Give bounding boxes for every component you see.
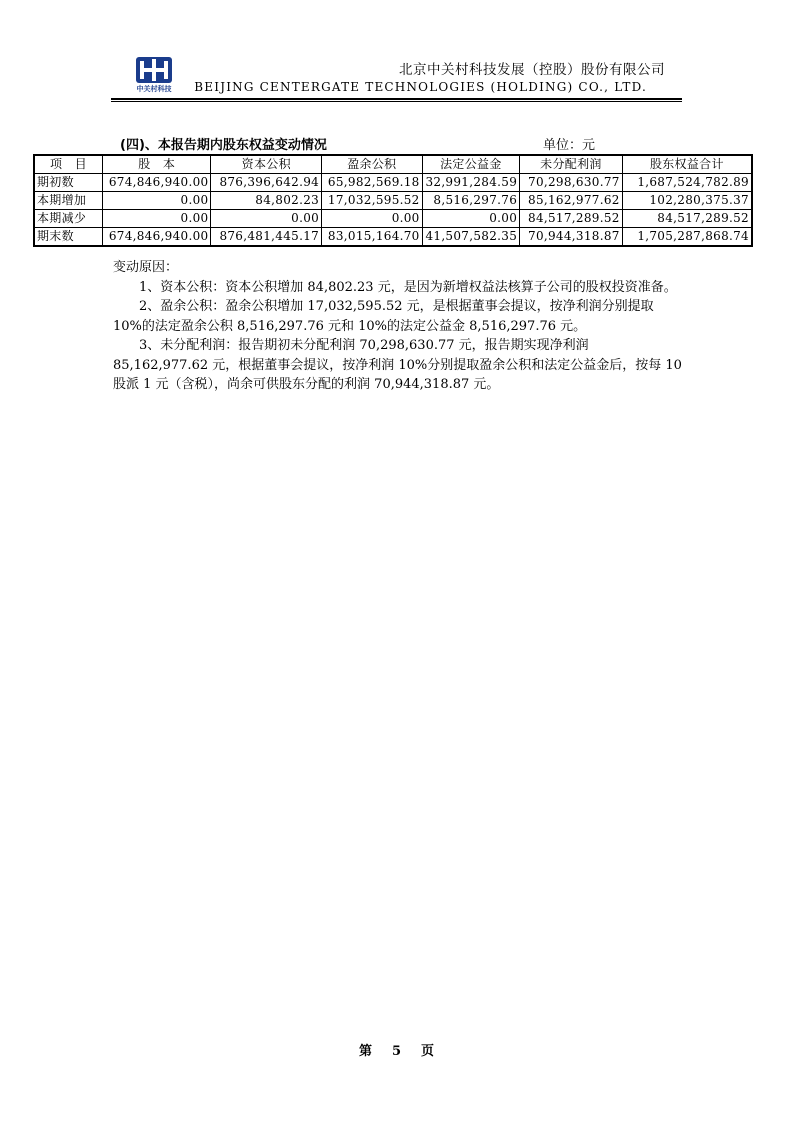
table-cell: 674,846,940.00	[102, 174, 211, 192]
table-row	[34, 210, 752, 228]
table-cell: 32,991,284.59	[422, 174, 520, 192]
table-cell: 674,846,940.00	[102, 228, 211, 247]
equity-changes-table	[33, 154, 753, 247]
table-cell: 1,705,287,868.74	[622, 228, 752, 247]
table-cell: 0.00	[211, 210, 322, 228]
table-cell: 876,396,642.94	[211, 174, 322, 192]
table-cell: 0.00	[422, 210, 520, 228]
page-prefix: 第	[358, 1044, 372, 1059]
table-header-cell: 股 本	[102, 155, 211, 174]
table-cell: 84,517,289.52	[622, 210, 752, 228]
unit-label: 单位：元	[543, 138, 596, 153]
table-cell: 41,507,582.35	[422, 228, 520, 247]
note-surplus-reserve: 2、盈余公积：盈余公积增加 17,032,595.52 元，是根据董事会提议，按净利润分别提取 10%的法定盈余公积 8,516,297.76 元和 10%的法定公益金 8,516,297.76 元。	[113, 299, 654, 334]
table-cell: 0.00	[102, 192, 211, 210]
row-label: 本期增加	[34, 192, 102, 210]
section-title: (四)、本报告期内股东权益变动情况	[120, 138, 327, 153]
table-row	[34, 192, 752, 210]
table-row	[34, 174, 752, 192]
table-cell: 876,481,445.17	[211, 228, 322, 247]
row-label: 本期减少	[34, 210, 102, 228]
page-number: 5	[391, 1044, 402, 1059]
table-header-cell: 资本公积	[211, 155, 322, 174]
table-header-row	[34, 155, 752, 174]
logo-text: 中关村科技	[136, 85, 172, 93]
table-cell: 0.00	[322, 210, 423, 228]
table-header-cell: 股东权益合计	[622, 155, 752, 174]
header-rule	[111, 98, 682, 100]
company-logo-icon	[134, 56, 174, 84]
table-cell: 84,802.23	[211, 192, 322, 210]
table-header-cell: 盈余公积	[322, 155, 423, 174]
table-row	[34, 228, 752, 247]
notes-heading: 变动原因：	[113, 260, 179, 275]
table-cell: 84,517,289.52	[520, 210, 623, 228]
table-cell: 8,516,297.76	[422, 192, 520, 210]
note-undistributed-profit: 3、未分配利润：报告期初未分配利润 70,298,630.77 元，报告期实现净利润 85,162,977.62 元，根据董事会提议，按净利润 10%分别提取盈余公积和法定公益金后，按每 10 股派 1 元（含税），尚余可供股东分配的利润 70,944,318.87 元。	[113, 338, 682, 392]
table-cell: 65,982,569.18	[322, 174, 423, 192]
row-label: 期初数	[34, 174, 102, 192]
table-header-cell: 法定公益金	[422, 155, 520, 174]
page-suffix: 页	[421, 1044, 435, 1059]
table-cell: 70,944,318.87	[520, 228, 623, 247]
table-cell: 70,298,630.77	[520, 174, 623, 192]
table-header-cell: 未分配利润	[520, 155, 623, 174]
table-cell: 83,015,164.70	[322, 228, 423, 247]
note-capital-reserve: 1、资本公积：资本公积增加 84,802.23 元，是因为新增权益法核算子公司的股权投资准备。	[139, 279, 677, 295]
table-cell: 17,032,595.52	[322, 192, 423, 210]
change-reasons	[113, 258, 685, 395]
table-cell: 85,162,977.62	[520, 192, 623, 210]
page-footer	[0, 1040, 793, 1059]
table-cell: 102,280,375.37	[622, 192, 752, 210]
table-header-cell: 项 目	[34, 155, 102, 174]
table-cell: 0.00	[102, 210, 211, 228]
header-rule-thin	[111, 101, 682, 102]
company-name-cn: 北京中关村科技发展（控股）股份有限公司	[399, 62, 665, 78]
table-cell: 1,687,524,782.89	[622, 174, 752, 192]
company-name-en: BEIJING CENTERGATE TECHNOLOGIES (HOLDING) CO., LTD.	[194, 80, 647, 94]
row-label: 期末数	[34, 228, 102, 247]
